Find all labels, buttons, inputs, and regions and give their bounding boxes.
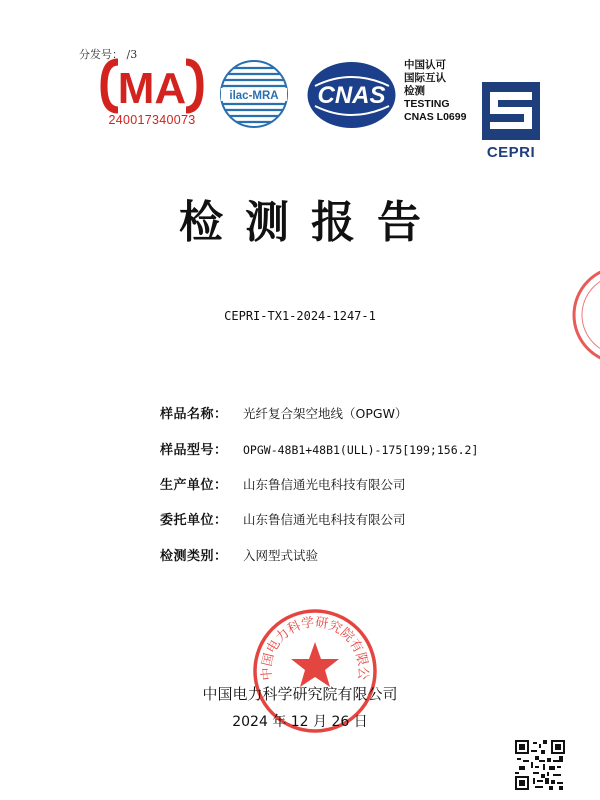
issuing-organization: 中国电力科学研究院有限公司	[202, 685, 398, 703]
field-client	[160, 509, 406, 528]
report-number: CEPRI-TX1-2024-1247-1	[224, 309, 376, 323]
cnas-logo	[305, 60, 398, 130]
field-value: 山东鲁信通光电科技有限公司	[243, 512, 406, 527]
field-sample-name	[160, 403, 407, 422]
field-label: 生产单位：	[160, 478, 228, 493]
svg-text:MA: MA	[117, 64, 187, 113]
field-value: 光纤复合架空地线（OPGW）	[243, 406, 408, 421]
qr-code	[515, 740, 565, 790]
field-sample-model	[160, 439, 478, 458]
partial-seal-edge	[560, 270, 600, 360]
report-title: 检测报告	[179, 197, 443, 248]
cnas-line-2: 国际互认	[404, 72, 446, 84]
field-value: 入网型式试验	[243, 548, 319, 563]
seal-text: 中国电力科学研究院有限公	[259, 615, 371, 681]
cma-mark	[100, 58, 204, 114]
seal-edge-icon	[560, 270, 600, 360]
cnas-line-5: CNAS L0699	[404, 111, 467, 123]
ilac-globe-icon	[218, 58, 290, 130]
cma-number: 240017340073	[108, 113, 196, 127]
field-label: 检测类别：	[160, 549, 228, 564]
cepri-logo	[478, 80, 544, 160]
ilac-mra-logo	[218, 58, 290, 130]
field-manufacturer	[160, 474, 406, 493]
cnas-line-3: 检测	[404, 85, 425, 97]
field-value: 山东鲁信通光电科技有限公司	[243, 477, 406, 492]
cnas-accreditation-text	[404, 59, 466, 124]
field-label: 样品型号：	[160, 443, 228, 458]
cnas-logo-text: CNAS	[317, 82, 386, 109]
issue-date: 2024 年 12 月 26 日	[232, 714, 368, 730]
field-label: 委托单位：	[160, 513, 228, 528]
ilac-text: ilac-MRA	[229, 90, 279, 102]
distribution-number-value: /3	[126, 48, 138, 61]
cnas-line-4: TESTING	[404, 98, 450, 110]
cnas-mark	[305, 60, 398, 130]
qr-code-icon	[515, 740, 565, 790]
distribution-number-label: 分发号：	[79, 48, 123, 61]
cnas-line-1: 中国认可	[404, 59, 446, 71]
field-value: OPGW-48B1+48B1(ULL)-175[199;156.2]	[243, 443, 479, 457]
field-label: 样品名称：	[160, 407, 228, 422]
field-test-category	[160, 545, 318, 564]
cepri-emblem-icon	[478, 80, 544, 142]
cma-logo	[100, 58, 204, 130]
cepri-wordmark: CEPRI	[486, 144, 536, 161]
